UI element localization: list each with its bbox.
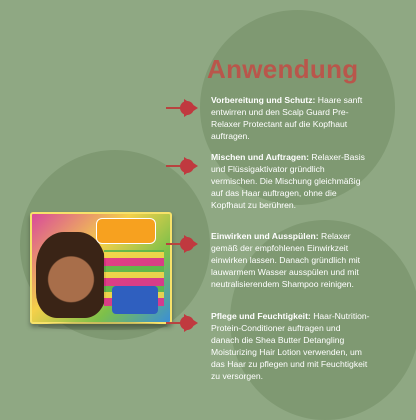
- step-body: Relaxer-Basis und Flüssigaktivator gründlich vermischen. Die Mischung gleichmäßig auf das Haar auftragen, ohne die Kopfhaut zu berühren.: [211, 152, 365, 210]
- step-heading: Vorbereitung und Schutz:: [211, 95, 316, 105]
- page-title: Anwendung: [207, 54, 359, 84]
- step-2: [211, 152, 371, 212]
- step-body: Relaxer gemäß der empfohlenen Einwirkzeit einwirken lassen. Danach gründlich mit lauwarmem Wasser ausspülen und mit neutralisierendem Shampoo reinigen.: [211, 231, 361, 289]
- product-package-image: [30, 212, 172, 324]
- step-heading: Mischen und Auftragen:: [211, 152, 310, 162]
- arrow-right-icon: [166, 316, 202, 330]
- arrow-right-icon: [166, 237, 202, 251]
- arrow-right-icon: [166, 159, 202, 173]
- step-body: Haar-Nutrition-Protein-Conditioner auftragen und danach die Shea Butter Detangling Moisturizing Hair Lotion verwenden, um das Haar zu pflegen und mit Feuchtigkeit zu versorgen.: [211, 311, 370, 381]
- product-tube: [112, 286, 158, 314]
- step-4: [211, 311, 371, 382]
- step-1: [211, 95, 371, 143]
- product-model-photo: [36, 232, 106, 318]
- product-shadow: [38, 322, 168, 330]
- product-logo: [96, 218, 156, 244]
- arrow-right-icon: [166, 101, 202, 115]
- step-heading: Pflege und Feuchtigkeit:: [211, 311, 311, 321]
- step-3: [211, 231, 371, 291]
- step-body: Haare sanft entwirren und den Scalp Guard Pre-Relaxer Protectant auf die Kopfhaut auftragen.: [211, 95, 363, 141]
- step-heading: Einwirken und Ausspülen:: [211, 231, 319, 241]
